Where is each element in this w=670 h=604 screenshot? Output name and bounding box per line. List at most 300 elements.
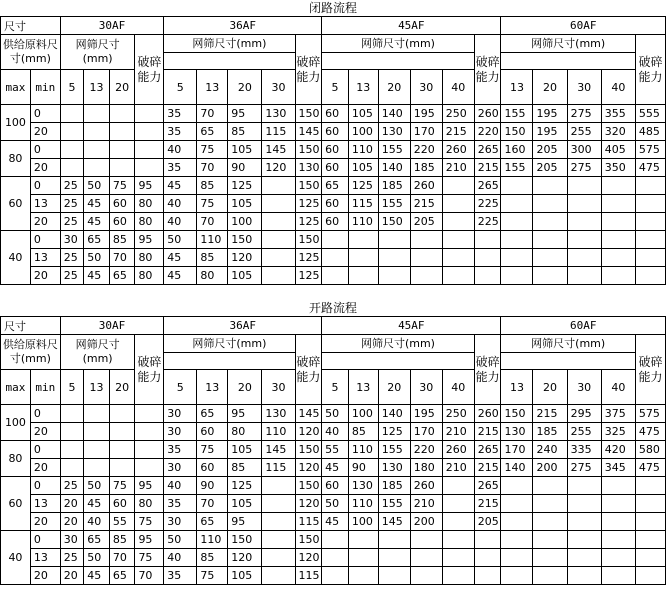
- capacity-value: 85: [109, 231, 135, 249]
- capacity-value: 215: [533, 405, 567, 423]
- capacity-value: 60: [322, 213, 349, 231]
- capacity-value: [442, 231, 474, 249]
- capacity-value: [60, 423, 83, 441]
- capacity-value: 60: [322, 195, 349, 213]
- capacity-value: [601, 231, 635, 249]
- capacity-value: [501, 531, 533, 549]
- capacity-value: 265: [474, 441, 501, 459]
- capacity-value: 145: [378, 513, 410, 531]
- capacity-value: 65: [109, 567, 135, 585]
- capacity-value: [262, 513, 295, 531]
- capacity-value: [501, 177, 533, 195]
- capacity-value: 170: [410, 423, 442, 441]
- capacity-value: 65: [84, 231, 110, 249]
- capacity-value: 185: [410, 159, 442, 177]
- capacity-value: 90: [197, 477, 228, 495]
- capacity-value: 105: [348, 159, 378, 177]
- screen-size-value: 30: [262, 70, 295, 105]
- capacity-value: 350: [601, 159, 635, 177]
- capacity-value: 110: [348, 141, 378, 159]
- capacity-value: 210: [442, 423, 474, 441]
- capacity-value: [501, 477, 533, 495]
- max-size-cell: 100: [1, 405, 31, 441]
- model-header: 30AF: [60, 17, 164, 35]
- capacity-value: 50: [322, 495, 349, 513]
- capacity-value: [474, 267, 501, 285]
- capacity-value: 95: [228, 105, 262, 123]
- screen-size-value: 5: [60, 370, 83, 405]
- capacity-value: 25: [60, 213, 83, 231]
- capacity-value: 30: [60, 231, 83, 249]
- capacity-value: 115: [262, 123, 295, 141]
- capacity-value: 125: [295, 195, 322, 213]
- capacity-value: [135, 423, 164, 441]
- capacity-value: 65: [322, 177, 349, 195]
- capacity-value: 45: [322, 459, 349, 477]
- capacity-value: 575: [635, 141, 665, 159]
- capacity-value: [533, 567, 567, 585]
- capacity-value: 40: [164, 477, 197, 495]
- capacity-value: [378, 231, 410, 249]
- table-row: [1, 531, 666, 549]
- capacity-value: [410, 567, 442, 585]
- capacity-value: 150: [295, 531, 322, 549]
- screen-size-value: 13: [84, 70, 110, 105]
- capacity-value: 155: [501, 105, 533, 123]
- screen-size-value: 40: [601, 70, 635, 105]
- screen-size-value: 13: [501, 370, 533, 405]
- min-size-cell: 20: [30, 213, 60, 231]
- capacity-value: [501, 249, 533, 267]
- capacity-value: [635, 549, 665, 567]
- capacity-value: 195: [533, 123, 567, 141]
- min-size-cell: 20: [30, 123, 60, 141]
- capacity-value: 40: [84, 513, 110, 531]
- min-label: min: [30, 370, 60, 405]
- table-row: [1, 105, 666, 123]
- capacity-value: 145: [262, 141, 295, 159]
- capacity-value: 475: [635, 459, 665, 477]
- capacity-value: [378, 267, 410, 285]
- capacity-value: [601, 477, 635, 495]
- table-row: [1, 441, 666, 459]
- closed-circuit-section: [0, 0, 666, 285]
- capacity-value: [601, 495, 635, 513]
- capacity-value: 45: [84, 495, 110, 513]
- capacity-value: 155: [378, 195, 410, 213]
- capacity-value: 25: [60, 267, 83, 285]
- capacity-value: [567, 177, 601, 195]
- capacity-value: 25: [60, 177, 83, 195]
- capacity-value: 55: [109, 513, 135, 531]
- capacity-value: 105: [228, 567, 262, 585]
- capacity-value: [135, 141, 164, 159]
- capacity-value: [635, 195, 665, 213]
- screen-size-value: 5: [60, 70, 83, 105]
- min-size-cell: 20: [30, 159, 60, 177]
- capacity-value: [262, 213, 295, 231]
- capacity-value: 140: [378, 159, 410, 177]
- capacity-value: 70: [197, 105, 228, 123]
- screen-size-value: 30: [410, 370, 442, 405]
- capacity-value: 80: [228, 423, 262, 441]
- screen-size-value: 13: [197, 70, 228, 105]
- capacity-value: 45: [322, 513, 349, 531]
- capacity-value: [348, 531, 378, 549]
- capacity-value: 40: [322, 423, 349, 441]
- screen-size-value: 5: [322, 70, 349, 105]
- capacity-value: 30: [164, 513, 197, 531]
- min-size-cell: 0: [30, 477, 60, 495]
- capacity-value: [567, 231, 601, 249]
- capacity-value: [442, 549, 474, 567]
- capacity-value: [378, 549, 410, 567]
- capacity-value: [348, 567, 378, 585]
- capacity-value: 265: [474, 177, 501, 195]
- table-row: [1, 213, 666, 231]
- capacity-value: 35: [164, 495, 197, 513]
- screen-size-value: 30: [567, 370, 601, 405]
- min-size-cell: 20: [30, 567, 60, 585]
- capacity-table: [0, 316, 666, 585]
- capacity-value: [567, 267, 601, 285]
- capacity-value: 100: [348, 123, 378, 141]
- capacity-value: 40: [164, 549, 197, 567]
- capacity-value: 375: [601, 405, 635, 423]
- screen-size-value: 20: [109, 370, 135, 405]
- capacity-value: 260: [410, 477, 442, 495]
- screen-size-value: 13: [84, 370, 110, 405]
- capacity-value: 210: [442, 159, 474, 177]
- capacity-value: [262, 177, 295, 195]
- capacity-value: [109, 123, 135, 141]
- capacity-value: [135, 405, 164, 423]
- capacity-value: [84, 441, 110, 459]
- capacity-value: 45: [164, 177, 197, 195]
- table-row: [1, 177, 666, 195]
- capacity-value: 120: [295, 495, 322, 513]
- capacity-value: [501, 213, 533, 231]
- capacity-value: [533, 477, 567, 495]
- capacity-value: 475: [635, 159, 665, 177]
- open-circuit-section: [0, 300, 666, 585]
- capacity-value: 80: [135, 195, 164, 213]
- capacity-value: [322, 567, 349, 585]
- capacity-value: 260: [442, 141, 474, 159]
- capacity-value: [474, 567, 501, 585]
- capacity-value: [635, 249, 665, 267]
- capacity-value: [567, 249, 601, 267]
- capacity-value: [635, 177, 665, 195]
- screen-size-value: 13: [348, 370, 378, 405]
- capacity-value: 125: [228, 477, 262, 495]
- capacity-value: 125: [378, 423, 410, 441]
- capacity-value: 35: [164, 567, 197, 585]
- max-size-cell: 100: [1, 105, 31, 141]
- capacity-value: [567, 477, 601, 495]
- capacity-value: 140: [378, 105, 410, 123]
- capacity-value: 35: [164, 441, 197, 459]
- capacity-value: [442, 513, 474, 531]
- capacity-value: 85: [197, 177, 228, 195]
- capacity-value: 45: [164, 267, 197, 285]
- min-size-cell: 13: [30, 549, 60, 567]
- model-header: 45AF: [322, 17, 501, 35]
- capacity-value: 325: [601, 423, 635, 441]
- capacity-value: 105: [228, 195, 262, 213]
- capacity-value: [533, 231, 567, 249]
- capacity-value: [474, 249, 501, 267]
- capacity-value: [109, 159, 135, 177]
- capacity-value: [442, 213, 474, 231]
- capacity-value: [84, 123, 110, 141]
- capacity-value: 125: [295, 213, 322, 231]
- screen-size-value: 30: [262, 370, 295, 405]
- capacity-value: [262, 549, 295, 567]
- screen-size-value: 20: [533, 370, 567, 405]
- capacity-value: 155: [378, 495, 410, 513]
- capacity-value: 185: [378, 477, 410, 495]
- model-header: 36AF: [164, 317, 322, 335]
- capacity-value: 75: [197, 195, 228, 213]
- capacity-value: [442, 477, 474, 495]
- capacity-value: [533, 249, 567, 267]
- capacity-value: 150: [378, 213, 410, 231]
- capacity-value: 145: [262, 441, 295, 459]
- capacity-value: 255: [567, 423, 601, 441]
- capacity-value: 215: [442, 123, 474, 141]
- capacity-value: 205: [410, 213, 442, 231]
- capacity-value: [533, 531, 567, 549]
- capacity-value: [348, 549, 378, 567]
- capacity-value: 95: [228, 405, 262, 423]
- capacity-value: 185: [378, 177, 410, 195]
- capacity-value: 125: [228, 177, 262, 195]
- capacity-value: 275: [567, 105, 601, 123]
- capacity-value: 420: [601, 441, 635, 459]
- capacity-value: 150: [295, 231, 322, 249]
- capacity-value: 115: [295, 567, 322, 585]
- min-size-cell: 0: [30, 141, 60, 159]
- capacity-value: 265: [474, 477, 501, 495]
- capacity-value: 110: [348, 213, 378, 231]
- capacity-value: [533, 267, 567, 285]
- capacity-value: 40: [164, 213, 197, 231]
- capacity-value: 200: [410, 513, 442, 531]
- capacity-value: [533, 495, 567, 513]
- capacity-value: 555: [635, 105, 665, 123]
- capacity-value: 75: [109, 477, 135, 495]
- capacity-value: 170: [410, 123, 442, 141]
- capacity-value: 75: [197, 441, 228, 459]
- capacity-value: 115: [262, 459, 295, 477]
- screen-size-label: 网筛尺寸(mm): [60, 35, 135, 70]
- capacity-value: [109, 441, 135, 459]
- capacity-value: [84, 105, 110, 123]
- corner-label: 尺寸: [1, 317, 61, 335]
- capacity-value: [262, 249, 295, 267]
- screen-size-value: 30: [410, 70, 442, 105]
- capacity-value: 255: [567, 123, 601, 141]
- capacity-value: [410, 549, 442, 567]
- capacity-value: 65: [84, 531, 110, 549]
- capacity-value: 95: [228, 513, 262, 531]
- capacity-value: [635, 213, 665, 231]
- capacity-value: 150: [295, 105, 322, 123]
- capacity-value: 130: [295, 159, 322, 177]
- crush-capacity-label: 破碎能力: [135, 35, 164, 105]
- capacity-value: [378, 249, 410, 267]
- capacity-value: [262, 195, 295, 213]
- capacity-value: 65: [109, 267, 135, 285]
- max-label: max: [1, 70, 31, 105]
- capacity-value: [501, 195, 533, 213]
- capacity-value: [442, 531, 474, 549]
- min-size-cell: 20: [30, 267, 60, 285]
- capacity-value: [109, 105, 135, 123]
- capacity-value: 260: [474, 405, 501, 423]
- capacity-value: 140: [501, 459, 533, 477]
- capacity-value: 250: [442, 105, 474, 123]
- capacity-value: 60: [197, 459, 228, 477]
- screen-size-value: 20: [228, 370, 262, 405]
- max-size-cell: 80: [1, 141, 31, 177]
- capacity-value: 115: [295, 513, 322, 531]
- capacity-value: 215: [474, 459, 501, 477]
- capacity-value: 50: [164, 231, 197, 249]
- table-row: [1, 195, 666, 213]
- capacity-value: 60: [322, 123, 349, 141]
- capacity-value: 80: [135, 495, 164, 513]
- screen-size-label: 网筛尺寸(mm): [60, 335, 135, 370]
- min-size-cell: 20: [30, 513, 60, 531]
- capacity-value: 85: [197, 549, 228, 567]
- capacity-value: [410, 249, 442, 267]
- capacity-value: 150: [228, 231, 262, 249]
- capacity-value: 210: [442, 459, 474, 477]
- capacity-value: 30: [164, 405, 197, 423]
- capacity-value: 25: [60, 249, 83, 267]
- capacity-value: [84, 141, 110, 159]
- table-row: [1, 513, 666, 531]
- screen-size-value: 20: [533, 70, 567, 105]
- capacity-value: [60, 105, 83, 123]
- feed-size-label: 供给原料尺寸(mm): [1, 335, 61, 370]
- screen-size-label: 网筛尺寸(mm): [164, 335, 295, 353]
- capacity-value: 60: [109, 495, 135, 513]
- min-size-cell: 13: [30, 495, 60, 513]
- capacity-value: [135, 441, 164, 459]
- capacity-value: [322, 231, 349, 249]
- capacity-value: 70: [135, 567, 164, 585]
- capacity-value: [60, 141, 83, 159]
- screen-size-value: 5: [322, 370, 349, 405]
- capacity-value: 155: [378, 441, 410, 459]
- capacity-value: 50: [84, 477, 110, 495]
- min-label: min: [30, 70, 60, 105]
- table-title: 闭路流程: [308, 1, 357, 15]
- capacity-value: [262, 531, 295, 549]
- capacity-value: 65: [197, 405, 228, 423]
- capacity-value: 50: [84, 549, 110, 567]
- capacity-value: 320: [601, 123, 635, 141]
- capacity-value: 25: [60, 549, 83, 567]
- capacity-value: [567, 549, 601, 567]
- capacity-value: 50: [84, 249, 110, 267]
- capacity-value: [410, 267, 442, 285]
- table-title: 开路流程: [308, 301, 357, 315]
- capacity-value: 220: [474, 123, 501, 141]
- capacity-value: [109, 459, 135, 477]
- capacity-value: [635, 531, 665, 549]
- max-label: max: [1, 370, 31, 405]
- capacity-value: 30: [164, 423, 197, 441]
- capacity-value: 80: [135, 213, 164, 231]
- capacity-value: 200: [533, 459, 567, 477]
- screen-size-label: 网筛尺寸(mm): [164, 35, 295, 53]
- capacity-value: 250: [442, 405, 474, 423]
- capacity-value: 120: [295, 549, 322, 567]
- min-size-cell: 0: [30, 105, 60, 123]
- capacity-value: 240: [533, 441, 567, 459]
- capacity-value: 80: [135, 267, 164, 285]
- capacity-value: 215: [474, 423, 501, 441]
- capacity-value: 70: [109, 249, 135, 267]
- model-header: 60AF: [501, 317, 666, 335]
- capacity-value: 160: [501, 141, 533, 159]
- table-row: [1, 567, 666, 585]
- capacity-value: [567, 567, 601, 585]
- crush-capacity-label: 破碎能力: [635, 35, 665, 105]
- capacity-value: 100: [348, 405, 378, 423]
- capacity-value: [135, 123, 164, 141]
- capacity-value: 105: [348, 105, 378, 123]
- capacity-value: [567, 213, 601, 231]
- capacity-value: 90: [348, 459, 378, 477]
- capacity-value: 220: [410, 141, 442, 159]
- max-size-cell: 40: [1, 531, 31, 585]
- capacity-value: 145: [295, 123, 322, 141]
- capacity-value: 40: [164, 195, 197, 213]
- capacity-value: [533, 213, 567, 231]
- capacity-value: [635, 231, 665, 249]
- screen-size-value: 40: [442, 70, 474, 105]
- capacity-value: 195: [410, 405, 442, 423]
- capacity-value: 575: [635, 405, 665, 423]
- capacity-value: 80: [135, 249, 164, 267]
- screen-size-value: 40: [442, 370, 474, 405]
- capacity-value: 130: [378, 459, 410, 477]
- capacity-value: 185: [533, 423, 567, 441]
- model-header: 60AF: [501, 17, 666, 35]
- capacity-value: 65: [197, 513, 228, 531]
- min-size-cell: 20: [30, 459, 60, 477]
- capacity-value: 105: [228, 495, 262, 513]
- capacity-value: [322, 249, 349, 267]
- screen-size-value: 5: [164, 70, 197, 105]
- capacity-value: 260: [442, 441, 474, 459]
- table-row: [1, 267, 666, 285]
- capacity-value: 195: [410, 105, 442, 123]
- capacity-value: 110: [197, 531, 228, 549]
- capacity-value: 70: [197, 159, 228, 177]
- capacity-value: 90: [228, 159, 262, 177]
- capacity-value: [635, 495, 665, 513]
- capacity-value: 275: [567, 159, 601, 177]
- capacity-value: [635, 267, 665, 285]
- capacity-value: 145: [295, 405, 322, 423]
- screen-size-value: 20: [378, 370, 410, 405]
